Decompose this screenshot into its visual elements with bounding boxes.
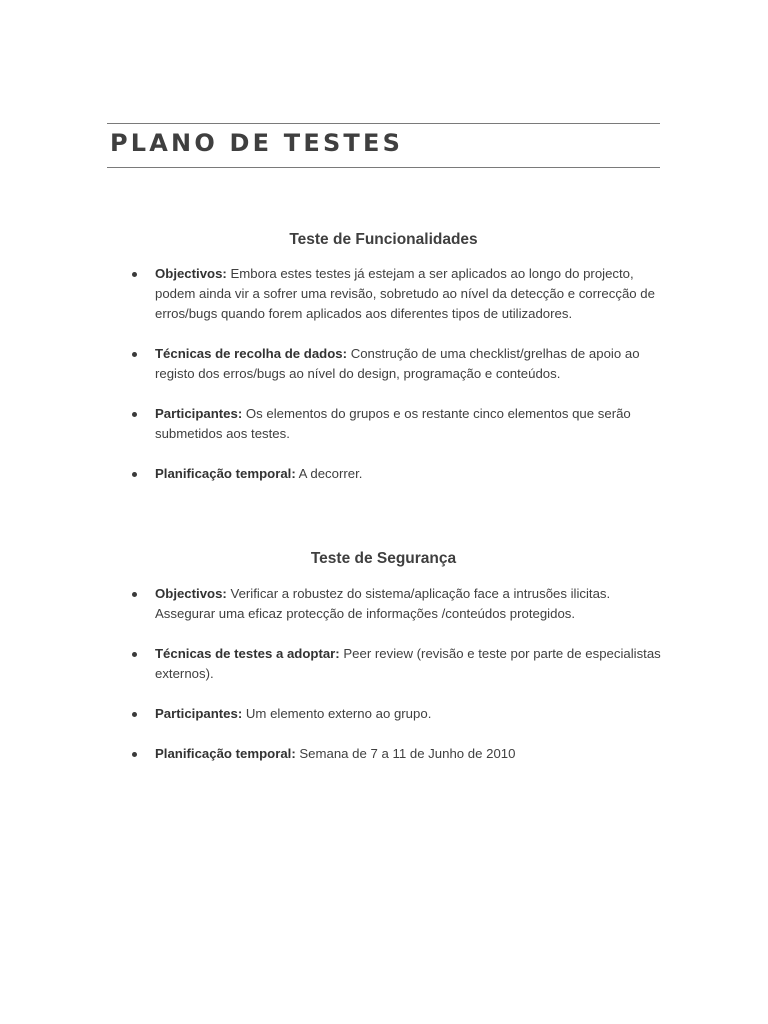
item-text: Construção de uma checklist/grelhas de apoio ao registo dos erros/bugs ao nível do design, programação e conteúdos. bbox=[155, 346, 640, 381]
item-text: Um elemento externo ao grupo. bbox=[245, 706, 432, 721]
item-text: Embora estes testes já estejam a ser aplicados ao longo do projecto, podem ainda vir a sofrer uma revisão, sobretudo ao nível da detecção e correcção de erros/bugs quando forem aplicados aos diferentes tipos de utilizadores. bbox=[155, 266, 655, 321]
section-heading-seguranca: Teste de Segurança bbox=[310, 550, 457, 567]
item-label: Técnicas de recolha de dados: bbox=[155, 346, 348, 361]
title-top-rule bbox=[107, 123, 660, 124]
item-text: A decorrer. bbox=[298, 466, 363, 481]
list-item bbox=[155, 744, 665, 764]
list-item bbox=[155, 704, 665, 724]
item-label: Planificação temporal: bbox=[155, 746, 296, 761]
item-text: Peer review (revisão e teste por parte de especialistas externos). bbox=[155, 646, 661, 681]
document-title: PLANO DE TESTES bbox=[110, 129, 404, 157]
bullet-list-seguranca bbox=[155, 584, 665, 784]
item-label: Técnicas de testes a adoptar: bbox=[155, 646, 340, 661]
title-bottom-rule bbox=[107, 167, 660, 168]
list-item bbox=[155, 644, 665, 684]
bullet-list-funcionalidades bbox=[155, 264, 665, 504]
list-item bbox=[155, 404, 665, 444]
section-heading-funcionalidades: Teste de Funcionalidades bbox=[289, 231, 478, 248]
item-text: Verificar a robustez do sistema/aplicação face a intrusões ilicitas. Assegurar uma eficaz protecção de informações /conteúdos protegidos. bbox=[155, 586, 611, 621]
item-text: Os elementos do grupos e os restante cinco elementos que serão submetidos aos testes. bbox=[155, 406, 631, 441]
list-item bbox=[155, 344, 665, 384]
item-label: Participantes: bbox=[155, 706, 243, 721]
list-item bbox=[155, 584, 665, 624]
item-label: Objectivos: bbox=[155, 266, 227, 281]
item-label: Participantes: bbox=[155, 406, 243, 421]
list-item bbox=[155, 464, 665, 484]
item-text: Semana de 7 a 11 de Junho de 2010 bbox=[299, 746, 516, 761]
item-label: Objectivos: bbox=[155, 586, 227, 601]
list-item bbox=[155, 264, 665, 324]
item-label: Planificação temporal: bbox=[155, 466, 296, 481]
